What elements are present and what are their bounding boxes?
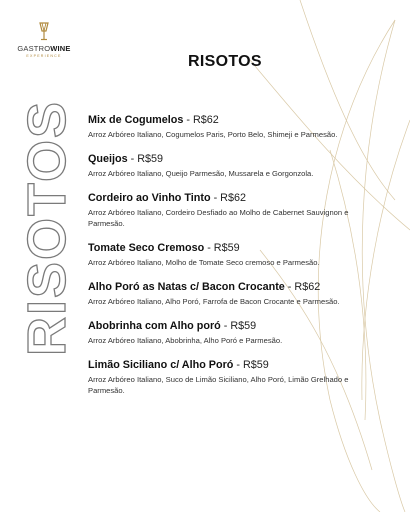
dish-name: Tomate Seco Cremoso: [88, 242, 205, 254]
dish-price: - R$62: [210, 192, 246, 204]
dish-description: Arroz Arbóreo Italiano, Cordeiro Desfiado ao Molho de Cabernet Sauvignon e Parmesão.: [88, 208, 349, 228]
menu-item: [88, 359, 378, 396]
brand-tagline: EXPERIENCE: [26, 54, 62, 58]
dish-description: Arroz Arbóreo Italiano, Queijo Parmesão, Mussarela e Gorgonzola.: [88, 169, 314, 178]
dish-description: Arroz Arbóreo Italiano, Abobrinha, Alho Poró e Parmesão.: [88, 336, 283, 345]
dish-name: Abobrinha com Alho poró: [88, 320, 221, 332]
brand-logo: [14, 22, 74, 58]
menu-item: [88, 320, 378, 346]
dish-name: Alho Poró as Natas c/ Bacon Crocante: [88, 281, 285, 293]
dish-name: Cordeiro ao Vinho Tinto: [88, 192, 211, 204]
dish-description: Arroz Arbóreo Italiano, Alho Poró, Farrofa de Bacon Crocante e Parmesão.: [88, 297, 340, 306]
dish-name: Mix de Cogumelos: [88, 114, 184, 126]
wine-glass-icon: [37, 22, 51, 42]
dish-price: - R$59: [233, 359, 269, 371]
vertical-title-outline: RISOTOS: [17, 99, 77, 356]
menu-item: [88, 192, 378, 229]
brand-name-part2: WINE: [50, 44, 71, 53]
menu-item: [88, 242, 378, 268]
menu-item: [88, 153, 378, 179]
dish-description: Arroz Arbóreo Italiano, Suco de Limão Siciliano, Alho Poró, Limão Grelhado e Parmesão.: [88, 375, 349, 395]
page-title: RISOTOS: [188, 53, 262, 70]
dish-price: - R$59: [204, 242, 240, 254]
dish-price: - R$62: [183, 114, 219, 126]
dish-description: Arroz Arbóreo Italiano, Cogumelos Paris, Porto Belo, Shimeji e Parmesão.: [88, 130, 338, 139]
brand-wordmark: [14, 44, 74, 53]
brand-name-part1: GASTRO: [17, 44, 51, 53]
dish-price: - R$59: [127, 153, 164, 165]
menu-item: [88, 281, 378, 307]
dish-price: - R$62: [284, 281, 321, 293]
menu-list: [88, 114, 378, 409]
menu-item: [88, 114, 378, 140]
dish-name: Limão Siciliano c/ Alho Poró: [88, 359, 234, 371]
dish-name: Queijos: [88, 153, 128, 165]
dish-price: - R$59: [220, 320, 257, 332]
dish-description: Arroz Arbóreo Italiano, Molho de Tomate Seco cremoso e Parmesão.: [88, 258, 320, 267]
